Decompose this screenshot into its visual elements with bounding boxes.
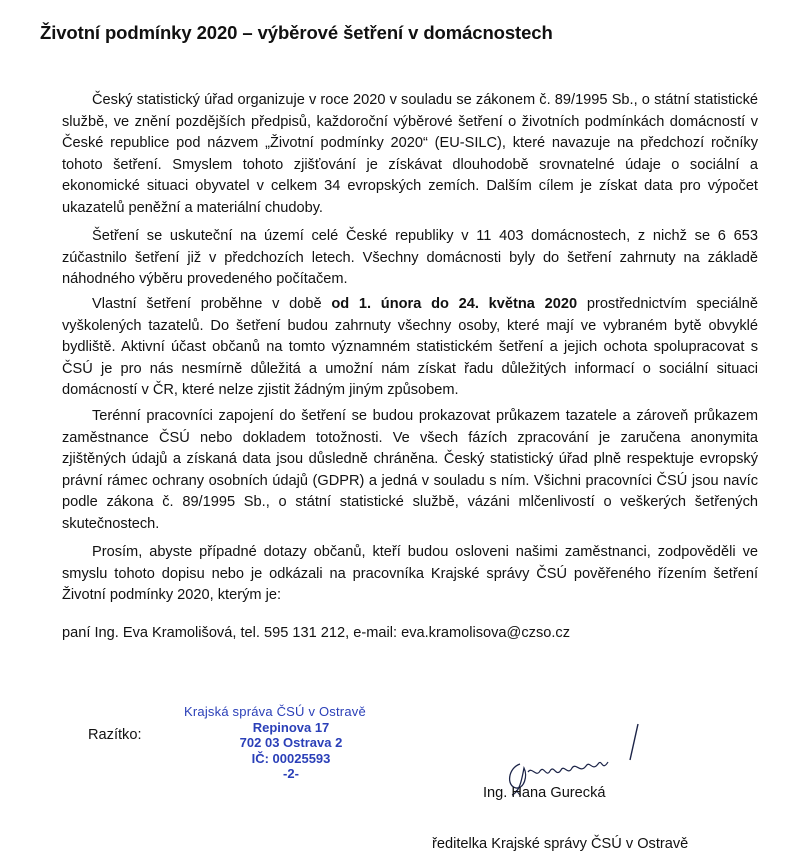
stamp-street: Repinova 17 bbox=[252, 719, 330, 735]
paragraph-fieldworkers: Terénní pracovníci zapojení do šetření se budou prokazovat průkazem tazatele a zároveň průkazem zaměstnance ČSÚ nebo dokladem totožnosti. Ve všech fázích zpracování je zaručena anonymita zjištěných údajů a získaná data jsou důsledně chráněna. Český statistický úřad plně respektuje evropský právní rámec ochrany osobních údajů (GDPR) a jedná v souladu s ním. Všichni pracovníci ČSÚ jsou navíc podle zákona č. 89/1995 Sb., o státní statistické službě, vázáni mlčenlivostí o veškerých šetřených skutečnostech. bbox=[62, 408, 758, 532]
schedule-text-before: Vlastní šetření proběhne v době bbox=[92, 296, 332, 312]
signer-name: Ing. Hana Gurecká bbox=[483, 785, 606, 801]
stamp-ico: IČ: 00025593 bbox=[251, 750, 331, 766]
stamp-office-name: Krajská správa ČSÚ v Ostravě bbox=[184, 704, 366, 719]
paragraph-request: Prosím, abyste případné dotazy občanů, kteří budou osloveni našimi zaměstnanci, zodpověděli ve smyslu tohoto dopisu nebo je odkázali na pracovníka Krajské správy ČSÚ pověřeného řízením šetření Životní podmínky 2020, kterým je: bbox=[62, 544, 758, 603]
paragraph-sample: Šetření se uskuteční na území celé České republiky v 11 403 domácnostech, z nichž se 6 653 zúčastnilo šetření již v předchozích letech. Všechny domácnosti byly do šetření zahrnuty na základě náhodného výběru provedeného počítačem. bbox=[62, 228, 758, 287]
schedule-dates: od 1. února do 24. května 2020 bbox=[331, 296, 578, 312]
document-title: Životní podmínky 2020 – výběrové šetření v domácnostech bbox=[40, 22, 553, 43]
office-stamp bbox=[180, 704, 402, 782]
paragraph-schedule bbox=[62, 294, 758, 402]
handwritten-signature bbox=[498, 716, 658, 796]
signer-role: ředitelka Krajské správy ČSÚ v Ostravě bbox=[432, 836, 689, 852]
paragraph-intro: Český statistický úřad organizuje v roce 2020 v souladu se zákonem č. 89/1995 Sb., o státní statistické službě, ve znění pozdějších předpisů, každoroční výběrové šetření o životních podmínkách domácností v České republice pod názvem „Životní podmínky 2020“ (EU-SILC), které navazuje na předchozí ročníky tohoto šetření. Smyslem tohoto zjišťování je získávat dlouhodobě srovnatelné údaje o sociální a ekonomické situaci obyvatel v celkem 34 evropských zemích. Dalším cílem je získat data pro výpočet ukazatelů peněžní a materiální chudoby. bbox=[62, 92, 758, 216]
schedule-text-after: prostřednictvím speciálně vyškolených tazatelů. Do šetření budou zahrnuty všechny osoby, které mají ve vybraném bytě obvyklé bydliště. Aktivní účast občanů na tomto významném statistickém šetření a jejich ochota spolupracovat s ČSÚ je pro nás nesmírně důležitá a umožní nám získat řadu důležitých informací o sociální situaci domácností v ČR, které nelze zjistit žádným jiným způsobem. bbox=[62, 296, 758, 398]
contact-person: paní Ing. Eva Kramolišová, tel. 595 131 212, e-mail: eva.kramolisova@czso.cz bbox=[62, 625, 571, 641]
stamp-number: -2- bbox=[283, 766, 299, 781]
stamp-city: 702 03 Ostrava 2 bbox=[239, 735, 343, 750]
stamp-label: Razítko: bbox=[88, 727, 142, 743]
